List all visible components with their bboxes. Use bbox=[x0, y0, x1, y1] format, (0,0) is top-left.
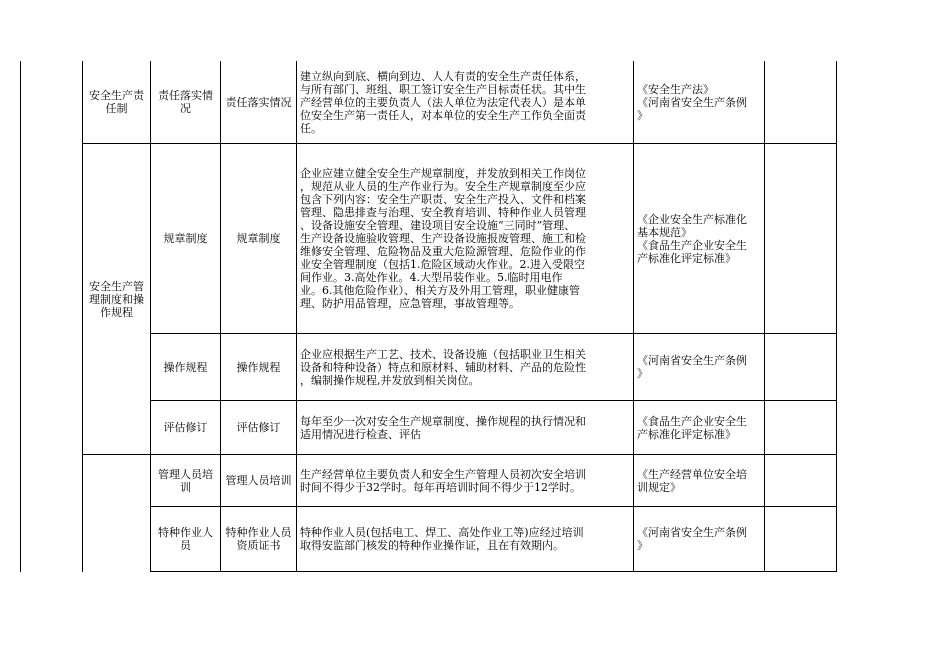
requirement-text: 每年至少一次对安全生产规章制度、操作规程的执行情况和 适用情况进行检查、评估 bbox=[300, 414, 586, 441]
subitem-label: 责任落实情况 bbox=[225, 95, 292, 109]
requirement-cell bbox=[297, 455, 633, 506]
subitem-label: 操作规程 bbox=[236, 360, 281, 374]
requirement-cell bbox=[297, 61, 633, 143]
item-cell bbox=[151, 455, 220, 506]
item-label: 特种作业人员 bbox=[158, 526, 213, 552]
basis-cell bbox=[634, 507, 764, 571]
item-cell bbox=[151, 144, 220, 333]
item-cell bbox=[151, 401, 220, 454]
item-label: 操作规程 bbox=[163, 360, 208, 374]
item-cell bbox=[151, 61, 220, 143]
basis-text: 《河南省安全生产条例 》 bbox=[637, 354, 747, 380]
subitem-label: 评估修订 bbox=[236, 421, 281, 434]
requirement-text: 建立纵向到底、横向到边、人人有责的安全生产责任体系， 与所有部门、班组、职工签订安全生产目标责任状。其中生 产经营单位的主要负责人（法人单位为法定代表人）是本单 位安全生产第一责任人，对本单位的安全生产工作负全面责 任。 bbox=[300, 69, 586, 135]
subitem-cell bbox=[221, 61, 296, 143]
subitem-cell bbox=[221, 334, 296, 400]
basis-text: 《安全生产法》 《河南省安全生产条例 》 bbox=[637, 82, 747, 122]
basis-text: 《企业安全生产标准化 基本规范》 《食品生产企业安全生 产标准化评定标准》 bbox=[637, 212, 747, 265]
requirement-text: 特种作业人员(包括电工、焊工、高处作业工等)应经过培训 取得安监部门核发的特种作业操作证，且在有效期内。 bbox=[300, 526, 584, 552]
category-cell bbox=[83, 61, 150, 143]
basis-text: 《河南省安全生产条例 》 bbox=[637, 526, 747, 552]
subitem-cell bbox=[221, 144, 296, 333]
item-label: 规章制度 bbox=[163, 232, 208, 245]
subitem-label: 管理人员培训 bbox=[225, 474, 292, 487]
subitem-label: 规章制度 bbox=[236, 232, 281, 245]
requirement-text: 企业应根据生产工艺、技术、设备设施（包括职业卫生相关 设备和特种设备）特点和原材料、辅助材料、产品的危险性 ，编制操作规程,并发放到相关岗位。 bbox=[300, 347, 586, 387]
category-label: 安全生产责任制 bbox=[89, 89, 144, 115]
grid-line bbox=[20, 61, 21, 572]
subitem-cell bbox=[221, 455, 296, 506]
requirement-text: 企业应建立健全安全生产规章制度，并发放到相关工作岗位 ，规范从业人员的生产作业行为。安全生产规章制度至少应 包含下列内容：安全生产职责、安全生产投入、文件和档案 管理、隐患排查与治理、安全教育培训、特种作业人员管理 、设备设施安全管理、建设项目安全设施“三同时”管理、 生产设备设施验收管理、生产设备设施报废管理、施工和检 维修安全管理、危险物品及重大危险源管理、危险作业的作 业安全管理制度（包括1.危险区域动火作业。2.进入受限空 间作业。3.高处作业。4.大型吊装作业。5.临时用电作 业。6.其他危险作业）、相关方及外用工管理，职业健康管 理、防护用品管理，应急管理，事故管理等。 bbox=[300, 167, 586, 310]
item-label: 责任落实情况 bbox=[158, 89, 213, 115]
requirement-cell bbox=[297, 144, 633, 333]
subitem-cell bbox=[221, 401, 296, 454]
basis-cell bbox=[634, 401, 764, 454]
basis-cell bbox=[634, 61, 764, 143]
item-label: 评估修订 bbox=[163, 421, 208, 434]
requirement-cell bbox=[297, 334, 633, 400]
basis-cell bbox=[634, 144, 764, 333]
requirement-cell bbox=[297, 507, 633, 571]
item-cell bbox=[151, 507, 220, 571]
subitem-cell bbox=[221, 507, 296, 571]
basis-cell bbox=[634, 455, 764, 506]
basis-cell bbox=[634, 334, 764, 400]
requirement-cell bbox=[297, 401, 633, 454]
grid-line bbox=[836, 61, 837, 572]
basis-text: 《生产经营单位安全培 训规定》 bbox=[637, 467, 747, 494]
grid-line bbox=[764, 61, 765, 572]
item-label: 管理人员培训 bbox=[158, 467, 213, 494]
subitem-label: 特种作业人员资质证书 bbox=[225, 526, 292, 552]
item-cell bbox=[151, 334, 220, 400]
requirement-text: 生产经营单位主要负责人和安全生产管理人员初次安全培训 时间不得少于32学时。每年再培训时间不得少于12学时。 bbox=[300, 467, 586, 494]
basis-text: 《食品生产企业安全生 产标准化评定标准》 bbox=[637, 414, 747, 441]
category-label: 安全生产管理制度和操作规程 bbox=[89, 279, 144, 319]
grid-line bbox=[150, 571, 837, 572]
category-cell bbox=[83, 144, 150, 454]
